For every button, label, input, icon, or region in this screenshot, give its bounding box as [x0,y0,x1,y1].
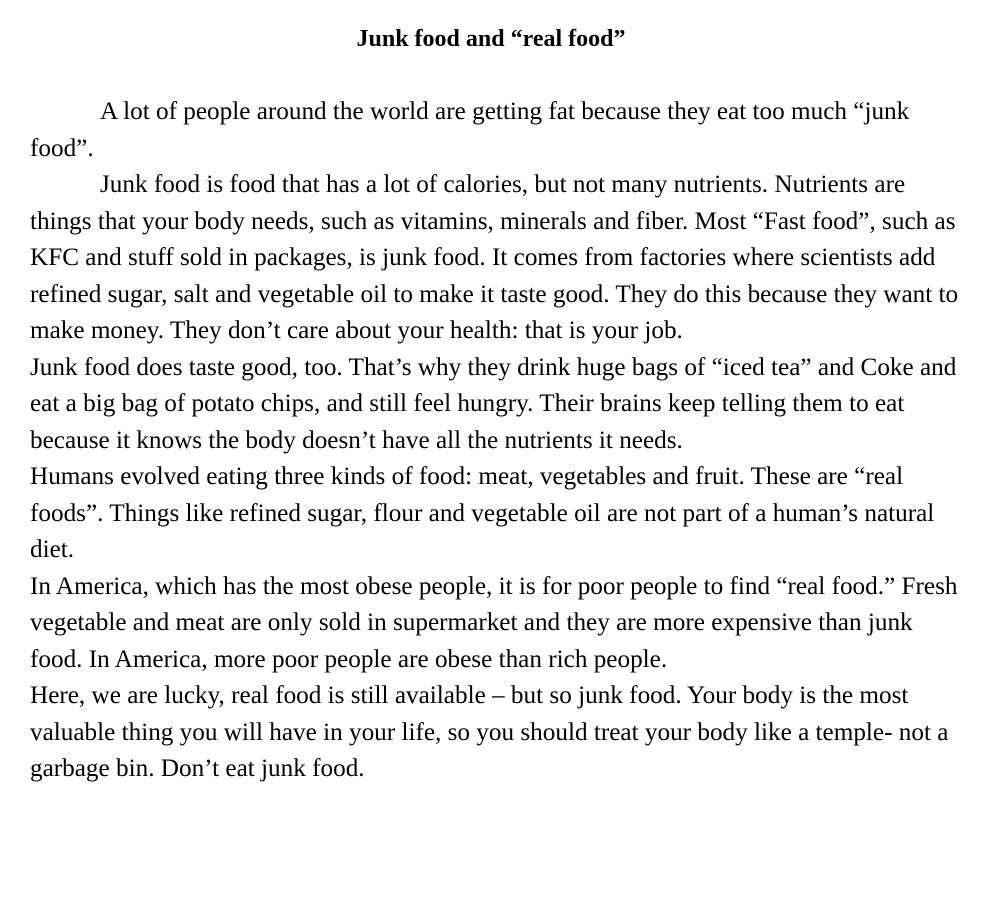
document-title: Junk food and “real food” [356,26,626,52]
paragraph-intro: A lot of people around the world are getting fat because they eat too much “junk food”. [30,98,910,162]
paragraph-real-foods: Humans evolved eating three kinds of food: meat, vegetables and fruit. These are “real foods”. Things like refined sugar, flour and vegetable oil are not part of a human’s natural diet. [30,463,935,563]
paragraph-america: In America, which has the most obese people, it is for poor people to find “real food.” Fresh vegetable and meat are only sold in supermarket and they are more expensive than junk food. In America, more poor people are obese than rich people. [30,572,958,673]
document-body [30,94,960,788]
paragraph-definition: Junk food is food that has a lot of calories, but not many nutrients. Nutrients are things that your body needs, such as vitamins, minerals and fiber. Most “Fast food”, such as KFC and stuff sold in packages, is junk food. It comes from factories where scientists add refined sugar, salt and vegetable oil to make it taste good. They do this because they want to make money. They don’t care about your health: that is your job. [30,171,959,344]
paragraph-conclusion: Here, we are lucky, real food is still available – but so junk food. Your body is the most valuable thing you will have in your life, so you should treat your body like a temple- not a garbage bin. Don’t eat junk food. [30,682,949,782]
paragraph-taste: Junk food does taste good, too. That’s why they drink huge bags of “iced tea” and Coke and eat a big bag of potato chips, and still feel hungry. Their brains keep telling them to eat because it knows the body doesn’t have all the nutrients it needs. [30,353,957,454]
